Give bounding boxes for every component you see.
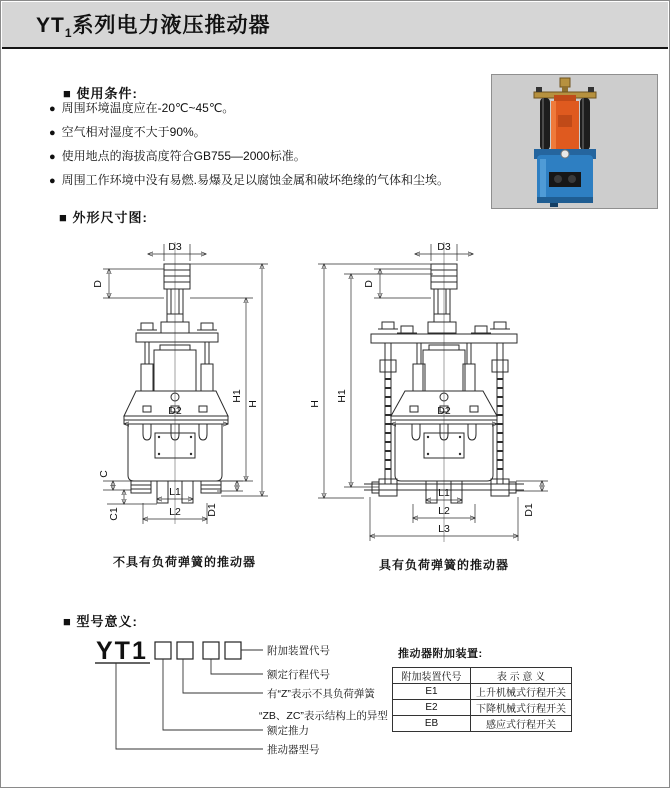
svg-text:D1: D1 [206,503,218,517]
title-bar [2,2,668,49]
table-row [393,700,572,716]
cell-meaning: 下降机械式行程开关 [471,700,572,716]
flange-band [124,416,228,424]
outline-dimensions-heading: ■ 外形尺寸图: [59,210,148,225]
dim-d [363,269,431,298]
col-header-meaning: 表 示 意 义 [471,668,572,684]
cell-code: E2 [393,700,471,716]
dim-l1 [426,487,462,500]
attachments-table [392,667,572,732]
piston-rod-head [161,264,190,333]
callout-zbzc-note: “ZB、ZC”表示结构上的异型 [259,710,388,722]
dim-h [190,264,268,496]
svg-text:D2: D2 [437,405,451,417]
svg-text:D2: D2 [168,405,182,417]
svg-text:L1: L1 [169,486,181,498]
bullet-icon: ● [49,175,56,187]
table-row [393,684,572,700]
title-subscript: 1 [64,26,73,41]
bullet-icon: ● [49,127,56,139]
model-meaning-heading: ■ 型号意义: [63,614,138,629]
model-designation-diagram [71,629,407,761]
outline-drawing-right [304,234,608,549]
svg-text:D: D [363,280,375,288]
svg-text:L3: L3 [438,523,450,535]
dim-d1 [516,481,548,517]
table-row [393,716,572,732]
piston-rod-head [428,264,457,333]
left-drawing-caption: 不具有负荷弹簧的推动器 [113,555,257,569]
svg-text:D3: D3 [437,241,451,253]
model-box-1 [155,642,171,659]
model-box-2 [177,642,193,659]
cell-meaning: 感应式行程开关 [471,716,572,732]
svg-text:L2: L2 [169,506,181,518]
dim-c [98,470,131,490]
svg-text:H: H [309,400,321,408]
usage-conditions-heading: ■ 使用条件: [63,86,138,101]
usage-item: ● 周围环境温度应在-20℃~45℃。 [49,101,235,115]
callout-z-note: 有“Z”表示不具负荷弹簧 [267,688,375,700]
cell-meaning: 上升机械式行程开关 [471,684,572,700]
attachments-table-title: 推动器附加装置: [398,648,483,660]
svg-text:C: C [98,470,110,478]
product-photo [491,74,658,209]
thruster-photo-graphic [492,75,657,208]
svg-text:H: H [247,400,259,408]
callout-attachment-code: 附加装置代号 [267,645,330,657]
svg-text:D1: D1 [523,503,535,517]
cell-code: E1 [393,684,471,700]
dim-d [92,269,164,298]
svg-text:D: D [92,280,104,288]
bullet-icon: ● [49,151,56,163]
svg-text:H1: H1 [231,389,243,403]
callout-model-number: 推动器型号 [267,744,320,756]
svg-text:C1: C1 [108,507,120,521]
table-header-row [393,668,572,684]
dim-d2 [124,405,228,424]
top-plate [136,323,218,342]
model-code: YT1 [96,637,148,665]
cell-code: EB [393,716,471,732]
bullet-icon: ● [49,103,56,115]
right-drawing-caption: 具有负荷弹簧的推动器 [379,558,510,572]
svg-text:L1: L1 [438,487,450,499]
usage-item: ● 周围工作环境中没有易燃.易爆及足以腐蚀金属和破坏绝缘的气体和尘埃。 [49,173,449,187]
page-title: $YT_1$系列电力液压推动器 [36,13,271,41]
usage-conditions-list [49,98,449,194]
svg-text:H1: H1 [336,389,348,403]
guide-rods [141,342,213,391]
model-box-3 [203,642,219,659]
usage-item: ● 使用地点的海拔高度符合GB755—2000标准。 [49,149,306,163]
callout-stroke-code: 额定行程代号 [267,669,330,681]
dim-d3 [148,241,206,261]
attachments-section [392,645,574,732]
usage-item: ● 空气相对湿度不大于90%。 [49,125,206,139]
outline-drawing-left [67,234,321,549]
dim-d1 [206,481,243,517]
dim-c1 [107,490,157,521]
dim-l1 [157,486,193,499]
col-header-code: 附加装置代号 [393,668,471,684]
svg-text:D3: D3 [168,241,182,253]
model-box-4 [225,642,241,659]
svg-text:L2: L2 [438,505,450,517]
callout-rated-thrust: 额定推力 [267,725,309,737]
